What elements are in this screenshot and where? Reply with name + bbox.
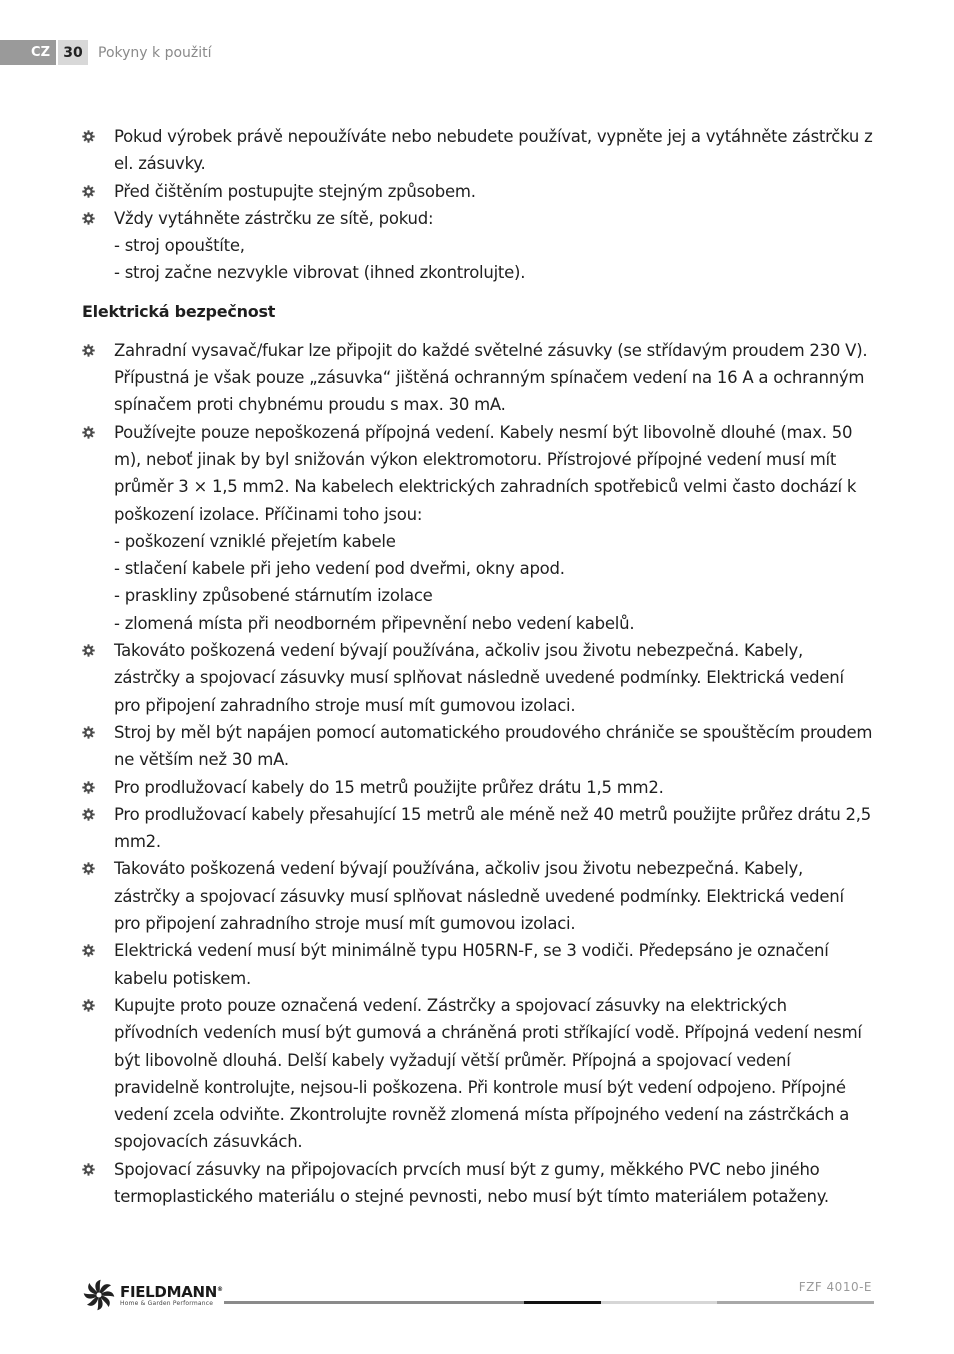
brand-logo	[82, 1278, 223, 1312]
list-item	[82, 178, 874, 205]
list-item	[82, 719, 874, 774]
page-header	[0, 40, 212, 65]
list-item-text: Takováto poškozená vedení bývají používána, ačkoliv jsou životu nebezpečná. Kabely, zástrčky a spojovací zásuvky musí splňovat následně uvedené podmínky. Elektrická vedení pro připojení zahradního stroje musí mít gumovou izolaci.	[114, 859, 844, 934]
list-item-text: Vždy vytáhněte zástrčku ze sítě, pokud:	[114, 208, 434, 228]
trademark-symbol: ®	[217, 1286, 223, 1293]
list-item	[82, 419, 874, 528]
language-tab: CZ	[0, 40, 56, 65]
list-item-text: Takováto poškozená vedení bývají používána, ačkoliv jsou životu nebezpečná. Kabely, zástrčky a spojovací zásuvky musí splňovat následně uvedené podmínky. Elektrická vedení pro připojení zahradního stroje musí mít gumovou izolaci.	[114, 641, 844, 715]
footer-rule-segment	[601, 1301, 717, 1304]
list-item-text: Před čištěním postupujte stejným způsobem.	[114, 181, 476, 201]
footer-rule-segment	[224, 1301, 524, 1304]
list-item	[82, 637, 874, 719]
model-number: FZF 4010-E	[798, 1280, 872, 1294]
sub-item: - zlomená místa při neodborném připevnění nebo vedení kabelů.	[114, 613, 635, 633]
brand-tagline: Home & Garden Performance	[120, 1300, 214, 1307]
gear-bullet-icon	[82, 212, 95, 225]
list-item	[82, 774, 874, 801]
footer-rule-segment	[524, 1301, 601, 1304]
list-item-text: Kupujte proto pouze označená vedení. Zástrčky a spojovací zásuvky na elektrických přívodních vedeních musí být gumová a chráněná proti stříkající vodě. Přípojná vedení nesmí být libovolně dlouhá. Delší kabely vyžadují větší průměr. Přípojná a spojovací vedení pravidelně kontrolujte, nejsou-li poškozena. Při kontrole musí být vedení odpojeno. Přípojné vedení zcela odviňte. Zkontrolujte rovněž zlomená místa přípojného vedení na zástrčkách a spojovacích zásuvkách.	[114, 995, 862, 1152]
footer-rule-segment	[717, 1301, 874, 1304]
brand-name: FIELDMANN®	[120, 1283, 223, 1301]
sub-item: - stroj opouštíte,	[114, 236, 245, 256]
list-item	[82, 205, 874, 232]
list-item-text: Spojovací zásuvky na připojovacích prvcích musí být z gumy, měkkého PVC nebo jiného termoplastického materiálu o stejné pevnosti, nebo musí být tímto materiálem potaženy.	[114, 1159, 829, 1206]
gear-bullet-icon	[82, 999, 95, 1012]
gear-bullet-icon	[82, 644, 95, 657]
list-item	[82, 855, 874, 937]
gear-bullet-icon	[82, 1163, 95, 1176]
list-item-text: Pokud výrobek právě nepoužíváte nebo nebudete používat, vypněte jej a vytáhněte zástrčku z el. zásuvky.	[114, 127, 873, 174]
header-title: Pokyny k použití	[98, 44, 212, 61]
gear-bullet-icon	[82, 185, 95, 198]
gear-bullet-icon	[82, 130, 95, 143]
gear-bullet-icon	[82, 862, 95, 875]
list-item	[82, 992, 874, 1156]
list-item	[82, 123, 874, 178]
sub-item: - stlačení kabele při jeho vedení pod dveřmi, okny apod.	[114, 559, 565, 579]
list-item-text: Pro prodlužovací kabely přesahující 15 metrů ale méně než 40 metrů použijte průřez drátu 2,5 mm2.	[114, 804, 872, 852]
list-item	[82, 337, 874, 419]
intro-list	[82, 123, 874, 287]
sub-item: - stroj začne nezvykle vibrovat (ihned zkontrolujte).	[114, 263, 526, 283]
gear-bullet-icon	[82, 344, 95, 357]
fan-logo-icon	[82, 1278, 116, 1312]
list-item-text: Zahradní vysavač/fukar lze připojit do každé světelné zásuvky (se střídavým proudem 230 V). Přípustná je však pouze „zásuvka“ jištěná ochranným spínačem vedení na 16 A a ochranným spínačem proti chybnému proudu s max. 30 mA.	[114, 340, 868, 415]
document-body	[82, 123, 874, 1210]
list-item	[82, 1156, 874, 1211]
list-item-text: Pro prodlužovací kabely do 15 metrů použijte průřez drátu 1,5 mm2.	[114, 777, 664, 797]
gear-bullet-icon	[82, 808, 95, 821]
safety-list	[82, 337, 874, 1211]
footer-rule	[224, 1301, 874, 1304]
logo-wordmark	[120, 1282, 223, 1308]
sub-item: - praskliny způsobené stárnutím izolace	[114, 586, 433, 606]
gear-bullet-icon	[82, 781, 95, 794]
sub-item: - poškození vzniklé přejetím kabele	[114, 531, 396, 551]
list-item-text: Elektrická vedení musí být minimálně typu H05RN-F, se 3 vodiči. Předepsáno je označení kabelu potiskem.	[114, 941, 829, 988]
page-footer	[82, 1278, 874, 1314]
gear-bullet-icon	[82, 726, 95, 739]
list-item-text: Používejte pouze nepoškozená přípojná vedení. Kabely nesmí být libovolně dlouhé (max. 50 m), neboť jinak by byl snižován výkon elektromotoru. Přístrojové přípojné vedení musí mít průměr 3 × 1,5 mm2. Na kabelech elektrických zahradních spotřebiců velmi často dochází k poškození izolace. Příčinami toho jsou:	[114, 422, 857, 524]
section-heading: Elektrická bezpečnost	[82, 301, 276, 321]
gear-bullet-icon	[82, 944, 95, 957]
gear-bullet-icon	[82, 426, 95, 439]
list-item	[82, 801, 874, 856]
list-item-text: Stroj by měl být napájen pomocí automatického proudového chrániče se spouštěcím proudem ne větším než 30 mA.	[114, 722, 873, 770]
page-number: 30	[58, 40, 88, 65]
list-item	[82, 937, 874, 992]
